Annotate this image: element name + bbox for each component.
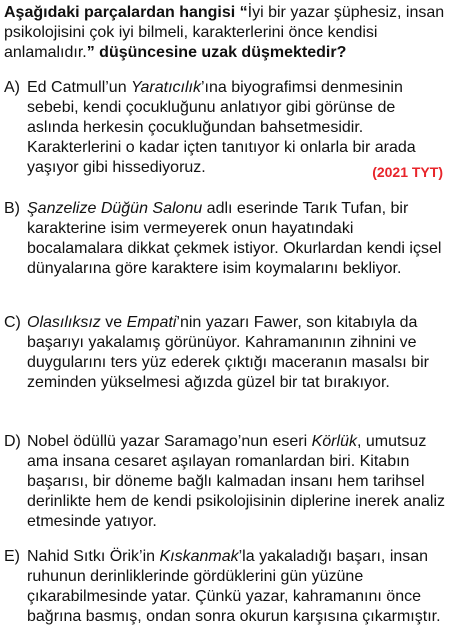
option-e-title: Kıskanmak bbox=[159, 548, 239, 565]
question-stem bbox=[4, 3, 448, 63]
option-d-text bbox=[27, 432, 448, 532]
option-c-text bbox=[27, 313, 448, 393]
option-a-title: Yaratıcılık bbox=[131, 79, 201, 96]
question-quote: İyi bir yazar şüphesiz, insan psikolojisini çok iyi bilmeli, karakterlerini önce kendisi anlamalıdır. bbox=[4, 4, 445, 61]
option-c-title-2: Empati bbox=[126, 314, 177, 331]
option-d-post: , umutsuz ama insana cesaret aşılayan romanlardan biri. Kitabın başarısı, bir döneme bağlı kalmadan insanı hem tarihsel derinlikte hem de kendi psikolojisinin diplerine inerek analiz etmesinde yatıyor. bbox=[27, 433, 446, 530]
option-c-mid: ve bbox=[100, 314, 127, 331]
question-tail: ” düşüncesine uzak düşmektedir? bbox=[86, 44, 347, 61]
question-lead: Aşağıdaki parçalardan hangisi “ bbox=[4, 4, 248, 21]
option-b-text bbox=[27, 199, 448, 279]
option-b-post: adlı eserinde Tarık Tufan, bir karakterine isim vermeyerek onun hayatındaki bocalamalara dikkat çekmek istiyor. Okurlardan kendi içsel dünyalarına göre karaktere isim koymalarını bekliyor. bbox=[27, 200, 442, 277]
option-e-post: ’la yakaladığı başarı, insan ruhunun derinliklerinde gördüklerini gün yüzüne çıkarabilmesinde yatar. Çünkü yazar, kahramanını önce bağrına basmış, ondan sonra okurun karşısına çıkarmıştır. bbox=[27, 548, 441, 625]
option-a-post: ’ına biyografimsi denmesinin sebebi, kendi çocukluğunu anlatıyor gibi görünse de aslında herkesin çocukluğundan bahsetmesidir. Karakterlerini o kadar içten tanıtıyor ki onlarla bir arada yaşıyor gibi hissediyoruz. bbox=[27, 79, 416, 176]
option-e-letter: E) bbox=[4, 548, 20, 565]
option-e-pre: Nahid Sıtkı Örik’in bbox=[27, 548, 160, 565]
option-e[interactable] bbox=[4, 547, 448, 627]
source-tag: (2021 TYT) bbox=[372, 164, 443, 180]
option-d-letter: D) bbox=[4, 433, 21, 450]
option-d[interactable] bbox=[4, 432, 448, 532]
option-c-letter: C) bbox=[4, 314, 21, 331]
option-c[interactable] bbox=[4, 313, 448, 393]
option-b-letter: B) bbox=[4, 200, 20, 217]
option-b[interactable] bbox=[4, 199, 448, 279]
option-b-title: Şanzelize Düğün Salonu bbox=[27, 200, 203, 217]
option-a-pre: Ed Catmull’un bbox=[27, 79, 132, 96]
option-e-text bbox=[27, 547, 448, 627]
option-d-title: Körlük bbox=[311, 433, 357, 450]
option-d-pre: Nobel ödüllü yazar Saramago’nun eseri bbox=[27, 433, 312, 450]
option-c-title-1: Olasılıksız bbox=[27, 314, 101, 331]
option-c-post: ’nin yazarı Fawer, son kitabıyla da başarıyı yakalamış görünüyor. Kahramanının zihnini ve duygularını ters yüz ederek çıktığı maceranın masalsı bir zeminden yükselmesi ağızda güzel bir tat bırakıyor. bbox=[27, 314, 429, 391]
option-a-letter: A) bbox=[4, 79, 20, 96]
